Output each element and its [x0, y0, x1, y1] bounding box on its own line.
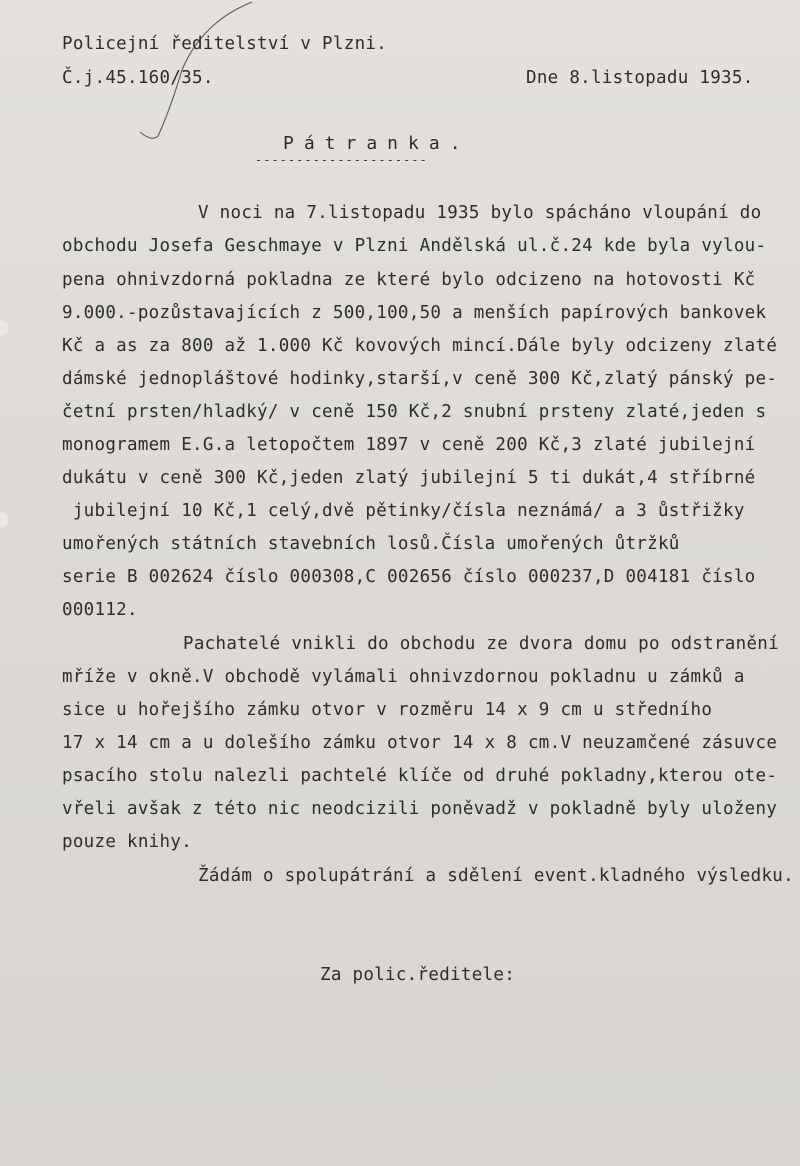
- paragraph-line: serie B 002624 číslo 000308,C 002656 číslo 000237,D 004181 číslo: [62, 567, 756, 587]
- paragraph-line: mříže v okně.V obchodě vylámali ohnivzdornou pokladnu u zámků a: [62, 667, 745, 687]
- reference-number: Č.j.45.160/35.: [62, 68, 214, 88]
- document-date: Dne 8.listopadu 1935.: [526, 68, 754, 88]
- paragraph-line: monogramem E.G.a letopočtem 1897 v ceně 200 Kč,3 zlaté jubilejní: [62, 435, 756, 455]
- paragraph-line: sice u hořejšího zámku otvor v rozměru 14 x 9 cm u středního: [62, 700, 713, 720]
- paragraph-line: 000112.: [62, 600, 138, 620]
- title-underline: ---------------------: [255, 153, 428, 167]
- paragraph-line: 9.000.-pozůstavajících z 500,100,50 a menších papírových bankovek: [62, 303, 767, 323]
- punch-hole-bottom: [0, 510, 9, 528]
- paragraph-line: pouze knihy.: [62, 832, 193, 852]
- paragraph-line: jubilejní 10 Kč,1 celý,dvě pětinky/čísla neznámá/ a 3 ůstřižky: [62, 501, 745, 521]
- paragraph-line: V noci na 7.listopadu 1935 bylo spácháno vloupání do: [198, 203, 762, 223]
- office-heading: Policejní ředitelství v Plzni.: [62, 34, 388, 54]
- paragraph-line: obchodu Josefa Geschmaye v Plzni Andělská ul.č.24 kde byla vylou-: [62, 236, 767, 256]
- paragraph-line: 17 x 14 cm a u dolešího zámku otvor 14 x 8 cm.V neuzamčené zásuvce: [62, 733, 778, 753]
- paragraph-line: vřeli avšak z této nic neodcizili poněvadž v pokladně byly uloženy: [62, 799, 778, 819]
- paragraph-line: Kč a as za 800 až 1.000 Kč kovových mincí.Dále byly odcizeny zlaté: [62, 336, 778, 356]
- paragraph-line: psacího stolu nalezli pachtelé klíče od druhé pokladny,kterou ote-: [62, 766, 778, 786]
- request-line: Žádám o spolupátrání a sdělení event.kladného výsledku.: [198, 866, 794, 886]
- paragraph-line: četní prsten/hladký/ v ceně 150 Kč,2 snubní prsteny zlaté,jeden s: [62, 402, 767, 422]
- signature-line: Za polic.ředitele:: [320, 965, 516, 985]
- paragraph-line: Pachatelé vnikli do obchodu ze dvora domu po odstranění: [183, 634, 779, 654]
- punch-hole-top: [0, 318, 9, 336]
- document-title: Pátranka.: [283, 133, 471, 154]
- paragraph-line: dámské jednopláštové hodinky,starší,v ceně 300 Kč,zlatý pánský pe-: [62, 369, 778, 389]
- paragraph-line: pena ohnivzdorná pokladna ze které bylo odcizeno na hotovosti Kč: [62, 270, 756, 290]
- paragraph-line: umořených státních stavebních losů.Čísla umořených ůtržků: [62, 534, 680, 554]
- paragraph-line: dukátu v ceně 300 Kč,jeden zlatý jubilejní 5 ti dukát,4 stříbrné: [62, 468, 756, 488]
